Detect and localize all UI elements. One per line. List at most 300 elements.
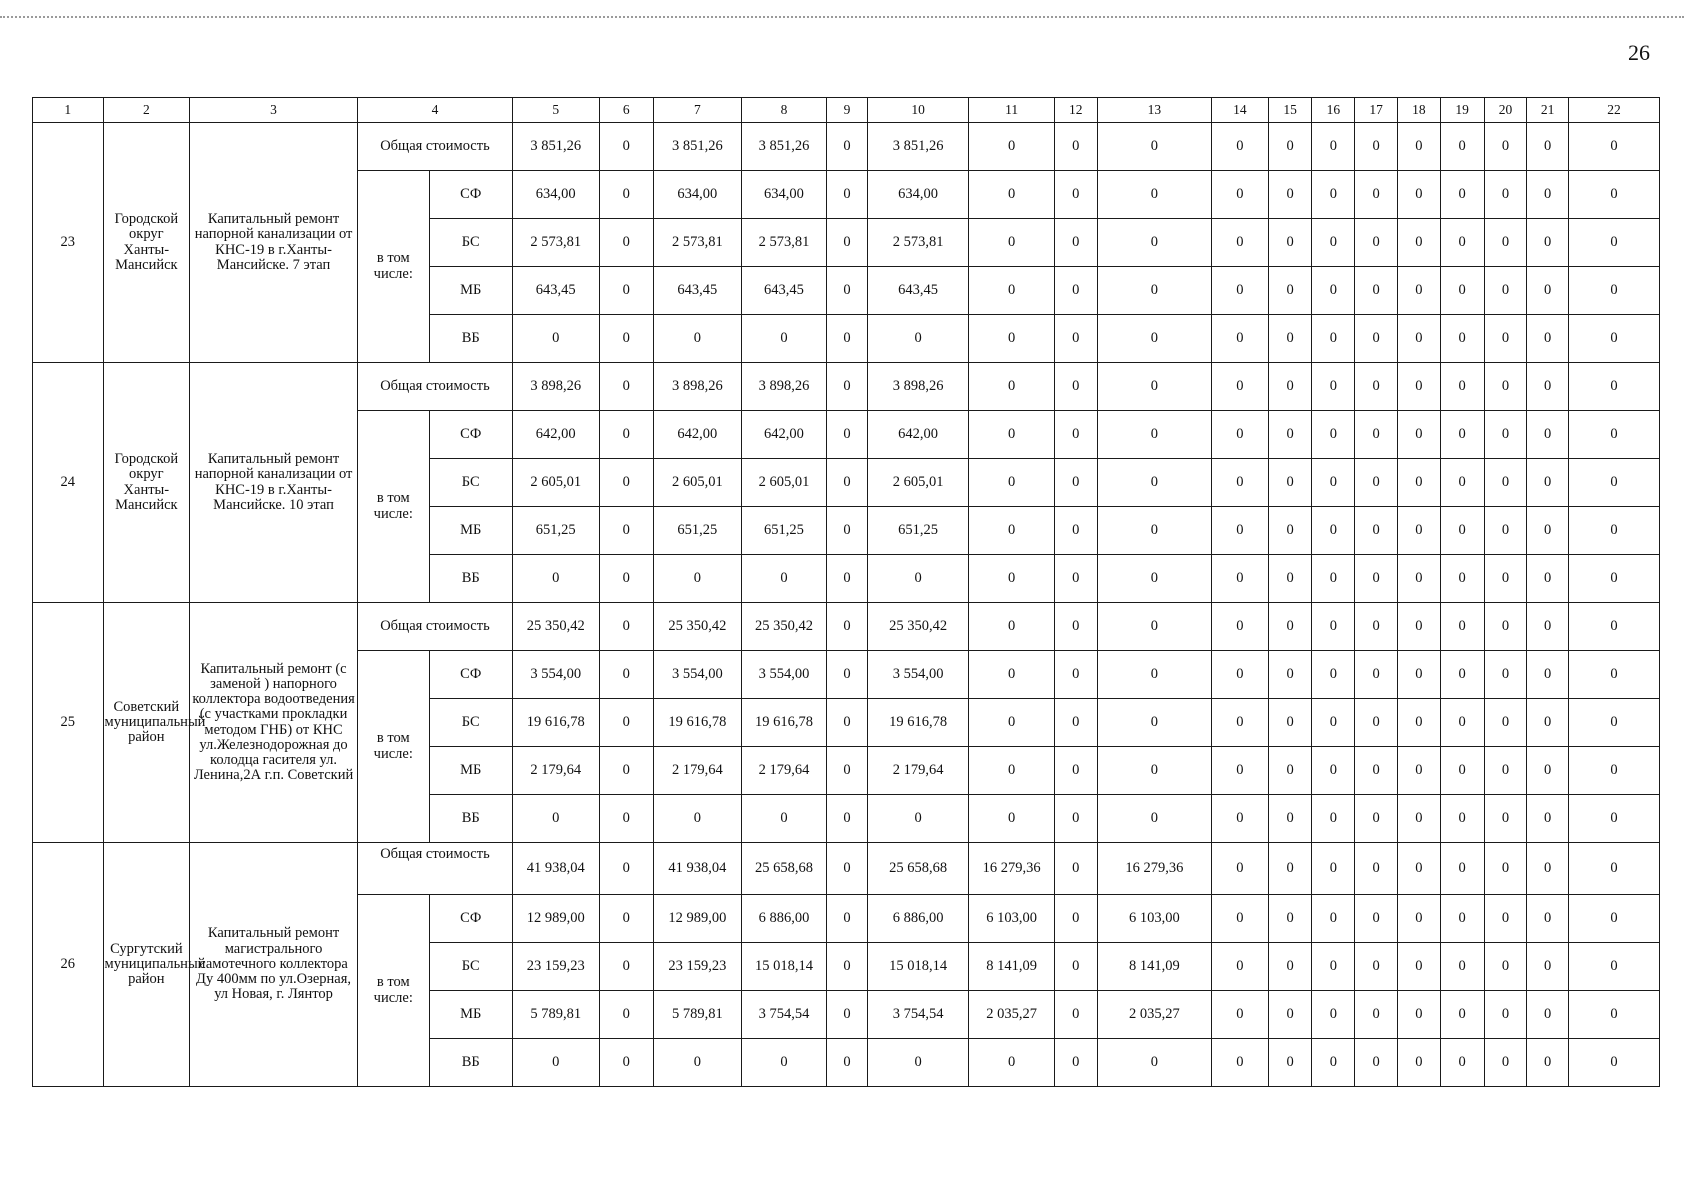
value-cell: 25 350,42 (512, 603, 599, 651)
table-row (33, 603, 1660, 651)
value-cell: 0 (1355, 507, 1398, 555)
value-cell: 0 (1097, 555, 1211, 603)
value-cell: 634,00 (867, 171, 969, 219)
value-cell: 0 (1527, 943, 1569, 991)
value-cell: 643,45 (867, 267, 969, 315)
value-cell: 0 (1569, 991, 1660, 1039)
value-cell: 0 (1484, 603, 1527, 651)
value-cell: 0 (1355, 219, 1398, 267)
value-cell: 0 (654, 555, 742, 603)
row-number: 26 (33, 843, 104, 1087)
funding-source-label: БС (429, 943, 512, 991)
value-cell: 0 (1268, 315, 1312, 363)
funding-source-label: СФ (429, 651, 512, 699)
municipality-cell: Сургутский муниципальный район (103, 843, 190, 1087)
including-label: в том числе: (357, 411, 429, 603)
value-cell: 0 (1054, 699, 1097, 747)
value-cell: 0 (1097, 363, 1211, 411)
value-cell: 0 (1397, 795, 1440, 843)
value-cell: 0 (1212, 555, 1269, 603)
value-cell: 0 (1212, 411, 1269, 459)
value-cell: 19 616,78 (741, 699, 827, 747)
value-cell: 25 350,42 (741, 603, 827, 651)
value-cell: 0 (827, 363, 868, 411)
value-cell: 0 (1054, 315, 1097, 363)
object-description: Капитальный ремонт магистрального самотечного коллектора Ду 400мм по ул.Озерная, ул Новая, г. Лянтор (190, 843, 358, 1087)
value-cell: 0 (1312, 895, 1355, 943)
value-cell: 0 (1397, 651, 1440, 699)
value-cell: 2 605,01 (654, 459, 742, 507)
value-cell: 0 (969, 171, 1055, 219)
municipality-cell: Городской округ Ханты-Мансийск (103, 363, 190, 603)
value-cell: 0 (1440, 171, 1484, 219)
value-cell: 634,00 (654, 171, 742, 219)
value-cell: 0 (1355, 411, 1398, 459)
value-cell: 0 (1527, 123, 1569, 171)
value-cell: 0 (827, 795, 868, 843)
value-cell: 0 (1097, 603, 1211, 651)
value-cell: 0 (1312, 1039, 1355, 1087)
value-cell: 0 (1484, 699, 1527, 747)
value-cell: 0 (1212, 843, 1269, 895)
value-cell: 0 (1527, 991, 1569, 1039)
value-cell: 0 (1054, 219, 1097, 267)
including-label: в том числе: (357, 651, 429, 843)
value-cell: 0 (1484, 411, 1527, 459)
value-cell: 2 179,64 (654, 747, 742, 795)
value-cell: 0 (1527, 555, 1569, 603)
value-cell: 651,25 (512, 507, 599, 555)
value-cell: 0 (1484, 459, 1527, 507)
value-cell: 0 (1397, 171, 1440, 219)
funding-source-label: ВБ (429, 315, 512, 363)
header-cell: 5 (512, 98, 599, 123)
value-cell: 0 (969, 363, 1055, 411)
value-cell: 0 (1268, 699, 1312, 747)
municipality-cell: Советский муниципальный район (103, 603, 190, 843)
value-cell: 651,25 (654, 507, 742, 555)
value-cell: 0 (1355, 171, 1398, 219)
value-cell: 0 (1484, 1039, 1527, 1087)
header-cell: 9 (827, 98, 868, 123)
value-cell: 0 (654, 1039, 742, 1087)
value-cell: 0 (1440, 219, 1484, 267)
value-cell: 0 (1569, 267, 1660, 315)
value-cell: 0 (599, 507, 654, 555)
value-cell: 0 (1097, 1039, 1211, 1087)
value-cell: 2 035,27 (969, 991, 1055, 1039)
value-cell: 0 (1440, 267, 1484, 315)
value-cell: 12 989,00 (512, 895, 599, 943)
value-cell: 3 851,26 (654, 123, 742, 171)
value-cell: 0 (1484, 219, 1527, 267)
value-cell: 16 279,36 (1097, 843, 1211, 895)
value-cell: 0 (1268, 267, 1312, 315)
value-cell: 0 (1268, 991, 1312, 1039)
value-cell: 0 (1212, 943, 1269, 991)
value-cell: 0 (969, 123, 1055, 171)
value-cell: 2 179,64 (512, 747, 599, 795)
value-cell: 0 (1569, 555, 1660, 603)
value-cell: 0 (1097, 699, 1211, 747)
value-cell: 0 (827, 267, 868, 315)
row-number: 23 (33, 123, 104, 363)
header-cell: 10 (867, 98, 969, 123)
value-cell: 0 (1484, 315, 1527, 363)
funding-source-label: ВБ (429, 1039, 512, 1087)
header-cell: 14 (1212, 98, 1269, 123)
value-cell: 19 616,78 (512, 699, 599, 747)
value-cell: 0 (1054, 363, 1097, 411)
value-cell: 0 (1355, 555, 1398, 603)
value-cell: 0 (827, 555, 868, 603)
value-cell: 0 (1484, 555, 1527, 603)
header-cell: 3 (190, 98, 358, 123)
value-cell: 23 159,23 (654, 943, 742, 991)
value-cell: 0 (1569, 651, 1660, 699)
value-cell: 0 (599, 219, 654, 267)
table-row (33, 843, 1660, 895)
value-cell: 0 (1484, 171, 1527, 219)
value-cell: 0 (1484, 123, 1527, 171)
value-cell: 0 (1484, 795, 1527, 843)
value-cell: 0 (969, 651, 1055, 699)
value-cell: 642,00 (654, 411, 742, 459)
value-cell: 0 (1440, 991, 1484, 1039)
value-cell: 0 (969, 507, 1055, 555)
value-cell: 0 (1355, 651, 1398, 699)
value-cell: 0 (1527, 171, 1569, 219)
value-cell: 0 (599, 843, 654, 895)
value-cell: 2 605,01 (741, 459, 827, 507)
funding-source-label: СФ (429, 171, 512, 219)
value-cell: 25 658,68 (741, 843, 827, 895)
value-cell: 0 (1355, 459, 1398, 507)
value-cell: 0 (1268, 747, 1312, 795)
value-cell: 0 (1312, 991, 1355, 1039)
value-cell: 0 (827, 991, 868, 1039)
value-cell: 0 (1527, 219, 1569, 267)
header-cell: 6 (599, 98, 654, 123)
value-cell: 0 (1268, 411, 1312, 459)
value-cell: 0 (599, 411, 654, 459)
value-cell: 0 (1397, 411, 1440, 459)
value-cell: 6 886,00 (867, 895, 969, 943)
value-cell: 0 (599, 363, 654, 411)
value-cell: 0 (867, 1039, 969, 1087)
value-cell: 0 (741, 315, 827, 363)
value-cell: 0 (1397, 219, 1440, 267)
value-cell: 0 (1440, 699, 1484, 747)
header-cell: 2 (103, 98, 190, 123)
value-cell: 0 (1312, 603, 1355, 651)
value-cell: 0 (1397, 603, 1440, 651)
value-cell: 0 (1054, 795, 1097, 843)
value-cell: 0 (1312, 555, 1355, 603)
value-cell: 0 (1312, 171, 1355, 219)
header-cell: 19 (1440, 98, 1484, 123)
value-cell: 0 (969, 411, 1055, 459)
value-cell: 0 (1355, 363, 1398, 411)
value-cell: 0 (599, 795, 654, 843)
value-cell: 0 (1355, 267, 1398, 315)
value-cell: 0 (1440, 507, 1484, 555)
value-cell: 0 (599, 171, 654, 219)
value-cell: 0 (1355, 603, 1398, 651)
value-cell: 0 (867, 555, 969, 603)
value-cell: 0 (1355, 1039, 1398, 1087)
value-cell: 0 (599, 991, 654, 1039)
value-cell: 0 (1312, 459, 1355, 507)
value-cell: 0 (599, 747, 654, 795)
value-cell: 0 (969, 315, 1055, 363)
value-cell: 0 (1440, 315, 1484, 363)
value-cell: 0 (969, 747, 1055, 795)
value-cell: 19 616,78 (867, 699, 969, 747)
value-cell: 651,25 (741, 507, 827, 555)
value-cell: 0 (1527, 651, 1569, 699)
value-cell: 0 (1527, 747, 1569, 795)
value-cell: 0 (512, 555, 599, 603)
value-cell: 0 (1440, 895, 1484, 943)
value-cell: 19 616,78 (654, 699, 742, 747)
value-cell: 0 (599, 943, 654, 991)
scan-edge-line (0, 16, 1684, 18)
including-label: в том числе: (357, 171, 429, 363)
header-cell: 11 (969, 98, 1055, 123)
value-cell: 0 (1097, 459, 1211, 507)
value-cell: 0 (1212, 363, 1269, 411)
value-cell: 6 103,00 (969, 895, 1055, 943)
value-cell: 15 018,14 (741, 943, 827, 991)
value-cell: 0 (1268, 123, 1312, 171)
object-description: Капитальный ремонт напорной канализации от КНС-19 в г.Ханты-Мансийске. 10 этап (190, 363, 358, 603)
value-cell: 0 (599, 555, 654, 603)
value-cell: 0 (969, 795, 1055, 843)
value-cell: 16 279,36 (969, 843, 1055, 895)
value-cell: 0 (1355, 943, 1398, 991)
value-cell: 3 898,26 (741, 363, 827, 411)
header-cell: 1 (33, 98, 104, 123)
value-cell: 0 (1054, 123, 1097, 171)
value-cell: 0 (1440, 603, 1484, 651)
value-cell: 0 (599, 895, 654, 943)
value-cell: 3 851,26 (741, 123, 827, 171)
value-cell: 0 (1440, 843, 1484, 895)
value-cell: 0 (1268, 171, 1312, 219)
value-cell: 0 (827, 459, 868, 507)
value-cell: 0 (827, 699, 868, 747)
value-cell: 23 159,23 (512, 943, 599, 991)
value-cell: 0 (1268, 843, 1312, 895)
value-cell: 0 (1484, 651, 1527, 699)
value-cell: 2 573,81 (654, 219, 742, 267)
value-cell: 0 (969, 699, 1055, 747)
value-cell: 0 (654, 795, 742, 843)
funding-source-label: СФ (429, 895, 512, 943)
value-cell: 0 (1097, 123, 1211, 171)
value-cell: 0 (1569, 943, 1660, 991)
value-cell: 0 (1212, 123, 1269, 171)
value-cell: 0 (1312, 943, 1355, 991)
value-cell: 0 (827, 219, 868, 267)
value-cell: 0 (1484, 895, 1527, 943)
value-cell: 0 (969, 1039, 1055, 1087)
value-cell: 0 (1268, 603, 1312, 651)
header-cell: 16 (1312, 98, 1355, 123)
value-cell: 0 (1484, 747, 1527, 795)
value-cell: 0 (1569, 411, 1660, 459)
value-cell: 0 (1569, 363, 1660, 411)
value-cell: 0 (1054, 943, 1097, 991)
value-cell: 0 (1268, 943, 1312, 991)
value-cell: 0 (1527, 603, 1569, 651)
value-cell: 0 (827, 651, 868, 699)
value-cell: 3 898,26 (654, 363, 742, 411)
value-cell: 0 (1569, 795, 1660, 843)
header-cell: 7 (654, 98, 742, 123)
value-cell: 0 (1312, 267, 1355, 315)
value-cell: 0 (1212, 171, 1269, 219)
value-cell: 0 (1054, 603, 1097, 651)
value-cell: 0 (1212, 459, 1269, 507)
value-cell: 0 (1527, 459, 1569, 507)
value-cell: 0 (1569, 843, 1660, 895)
value-cell: 0 (512, 1039, 599, 1087)
value-cell: 0 (1527, 843, 1569, 895)
value-cell: 0 (1397, 991, 1440, 1039)
value-cell: 0 (1268, 555, 1312, 603)
value-cell: 25 350,42 (867, 603, 969, 651)
value-cell: 0 (1569, 123, 1660, 171)
value-cell: 0 (1312, 699, 1355, 747)
value-cell: 0 (1484, 507, 1527, 555)
value-cell: 0 (1212, 895, 1269, 943)
value-cell: 0 (1268, 895, 1312, 943)
value-cell: 0 (1312, 219, 1355, 267)
value-cell: 0 (827, 171, 868, 219)
value-cell: 0 (1397, 459, 1440, 507)
value-cell: 2 179,64 (741, 747, 827, 795)
value-cell: 0 (1054, 895, 1097, 943)
value-cell: 3 898,26 (512, 363, 599, 411)
object-description: Капитальный ремонт напорной канализации от КНС-19 в г.Ханты-Мансийске. 7 этап (190, 123, 358, 363)
funding-source-label: БС (429, 459, 512, 507)
value-cell: 2 573,81 (867, 219, 969, 267)
value-cell: 0 (1527, 507, 1569, 555)
value-cell: 0 (827, 603, 868, 651)
value-cell: 0 (599, 651, 654, 699)
value-cell: 634,00 (741, 171, 827, 219)
value-cell: 0 (1527, 411, 1569, 459)
value-cell: 0 (1440, 411, 1484, 459)
value-cell: 642,00 (512, 411, 599, 459)
value-cell: 2 605,01 (867, 459, 969, 507)
value-cell: 0 (1440, 363, 1484, 411)
header-cell: 21 (1527, 98, 1569, 123)
value-cell: 0 (1212, 1039, 1269, 1087)
value-cell: 0 (1440, 459, 1484, 507)
header-cell: 4 (357, 98, 512, 123)
total-cost-label: Общая стоимость (357, 363, 512, 411)
value-cell: 642,00 (741, 411, 827, 459)
funding-source-label: ВБ (429, 795, 512, 843)
value-cell: 0 (1527, 895, 1569, 943)
value-cell: 2 605,01 (512, 459, 599, 507)
value-cell: 0 (1355, 315, 1398, 363)
value-cell: 0 (1484, 991, 1527, 1039)
value-cell: 5 789,81 (654, 991, 742, 1039)
value-cell: 0 (1527, 363, 1569, 411)
value-cell: 0 (1097, 795, 1211, 843)
value-cell: 651,25 (867, 507, 969, 555)
value-cell: 0 (599, 315, 654, 363)
value-cell: 3 898,26 (867, 363, 969, 411)
funding-source-label: СФ (429, 411, 512, 459)
value-cell: 0 (1312, 747, 1355, 795)
value-cell: 0 (1212, 603, 1269, 651)
value-cell: 0 (969, 267, 1055, 315)
value-cell: 0 (969, 603, 1055, 651)
value-cell: 643,45 (512, 267, 599, 315)
value-cell: 0 (1397, 507, 1440, 555)
total-cost-label: Общая стоимость (357, 843, 512, 895)
value-cell: 0 (1527, 699, 1569, 747)
value-cell: 0 (1527, 267, 1569, 315)
value-cell: 0 (1569, 603, 1660, 651)
header-cell: 18 (1397, 98, 1440, 123)
value-cell: 0 (1355, 795, 1398, 843)
value-cell: 0 (1527, 315, 1569, 363)
value-cell: 0 (1212, 699, 1269, 747)
value-cell: 0 (1212, 315, 1269, 363)
value-cell: 0 (1484, 943, 1527, 991)
value-cell: 0 (1355, 699, 1398, 747)
value-cell: 0 (1527, 1039, 1569, 1087)
value-cell: 3 554,00 (741, 651, 827, 699)
value-cell: 0 (599, 267, 654, 315)
header-cell: 20 (1484, 98, 1527, 123)
value-cell: 0 (1212, 507, 1269, 555)
value-cell: 12 989,00 (654, 895, 742, 943)
value-cell: 0 (1054, 651, 1097, 699)
value-cell: 0 (1440, 943, 1484, 991)
value-cell: 0 (1397, 555, 1440, 603)
value-cell: 3 554,00 (654, 651, 742, 699)
value-cell: 0 (867, 795, 969, 843)
value-cell: 0 (1569, 507, 1660, 555)
object-description: Капитальный ремонт (с заменой ) напорного коллектора водоотведения (с участками прокладки методом ГНБ) от КНС ул.Железнодорожная до колодца гасителя ул. Ленина,2А г.п. Советский (190, 603, 358, 843)
value-cell: 0 (1268, 795, 1312, 843)
value-cell: 0 (867, 315, 969, 363)
funding-source-label: ВБ (429, 555, 512, 603)
financing-table (32, 97, 1660, 1087)
value-cell: 0 (599, 699, 654, 747)
value-cell: 0 (1054, 843, 1097, 895)
value-cell: 0 (1569, 459, 1660, 507)
funding-source-label: БС (429, 699, 512, 747)
value-cell: 0 (512, 315, 599, 363)
value-cell: 0 (1440, 123, 1484, 171)
funding-source-label: МБ (429, 267, 512, 315)
value-cell: 0 (1397, 843, 1440, 895)
value-cell: 0 (1054, 555, 1097, 603)
value-cell: 0 (1312, 843, 1355, 895)
value-cell: 0 (1212, 267, 1269, 315)
value-cell: 3 851,26 (867, 123, 969, 171)
value-cell: 0 (1484, 363, 1527, 411)
value-cell: 0 (741, 555, 827, 603)
